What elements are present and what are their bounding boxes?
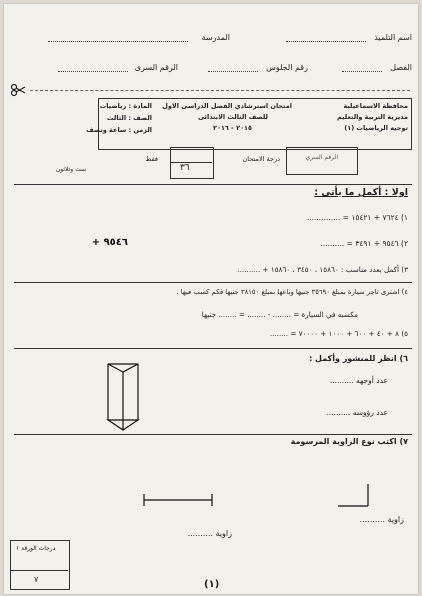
vertices-count: عدد رؤوسه .......... xyxy=(326,408,388,417)
directorate-line: مديرية التربية والتعليم xyxy=(336,113,408,121)
subject-line: المادة : رياضيات xyxy=(99,102,152,110)
question-2: ٢) ٩٥٤٦ + ٣٤٩١ = .......... xyxy=(320,239,408,248)
question-7-title: ٧) اكتب نوع الزاوية المرسومة xyxy=(290,437,408,446)
page-score-label: درجات الورقة ١ xyxy=(16,545,56,552)
exam-paper xyxy=(4,4,418,594)
grade-line: للصف الثالث الابتدائى xyxy=(197,113,268,121)
secret-number-box-label: الرقم السري xyxy=(305,154,338,161)
governorate-line: محافظة الاسماعيلية xyxy=(343,102,408,110)
year-line: ٢٠١٥ - ٢٠١٦ xyxy=(213,124,252,132)
question-4-answer-line: مكسبه في السيارة = ........ - ........ = ........ جنيها xyxy=(201,310,358,319)
question-6-title: ٦) انظر للمنشور وأكمل : xyxy=(309,354,408,363)
question-3: ٣) أكمل بعدد مناسب : ١٥٨٦٠ ، ٣٤٥٠ ، ١٥٨٦٠ + .......... xyxy=(237,265,408,274)
exam-grade-box xyxy=(170,147,214,179)
triangular-prism-figure xyxy=(104,358,144,438)
question-4-text: ٤) اشترى تاجر سيارة بمبلغ ٣٥٦٩٠ جنيها وباعها بمبلغ ٣٨١٥٠ جنيها فكم كسب فيها . xyxy=(176,288,408,296)
secret-number-box xyxy=(286,147,358,175)
seat-number-label: رقم الجلوس xyxy=(266,63,308,72)
section-1-title: اولا : أكمل ما يأتي : xyxy=(314,187,408,198)
angle-1-label: زاوية .......... xyxy=(359,515,404,524)
student-name-label: اسم التلميذ xyxy=(374,33,412,42)
question-5: ٥) ٨ + ٤٠ + ٦٠٠ + ١٠٠٠ + ٧٠٠٠٠ = ........ xyxy=(269,329,408,338)
class-label: الفصل xyxy=(390,63,412,72)
cut-line xyxy=(30,90,410,91)
only-label: فقط xyxy=(145,155,158,163)
secret-number-label: الرقم السرى xyxy=(134,63,178,72)
right-angle-figure xyxy=(334,482,374,510)
page-number: (١) xyxy=(204,579,220,590)
only-text: ست وثلاثون xyxy=(55,166,86,173)
school-label: المدرسة xyxy=(201,33,230,42)
question-1: ١) ٧٦٢٤ + ١٥٤٢١ = .............. xyxy=(306,213,408,222)
angle-2-label: زاوية .......... xyxy=(187,529,232,538)
exam-grade-value: ٣٦ xyxy=(180,163,190,173)
time-line: الزمن : ساعة ونصف xyxy=(86,126,152,134)
page-score-value: ٧ xyxy=(34,575,39,584)
exam-grade-label: درجة الامتحان xyxy=(242,155,280,163)
exam-title-line: امتحان استرشادي الفصل الدراسى الاول xyxy=(162,102,292,110)
question-2-handwritten: ٩٥٤٦ + xyxy=(91,237,128,248)
straight-angle-figure xyxy=(142,492,216,508)
faces-count: عدد أوجهه .......... xyxy=(329,376,388,385)
class-line: الصف : الثالث xyxy=(106,114,152,122)
scissors-icon xyxy=(10,83,26,97)
supervision-line: توجيه الرياضيات (١) xyxy=(344,124,408,132)
